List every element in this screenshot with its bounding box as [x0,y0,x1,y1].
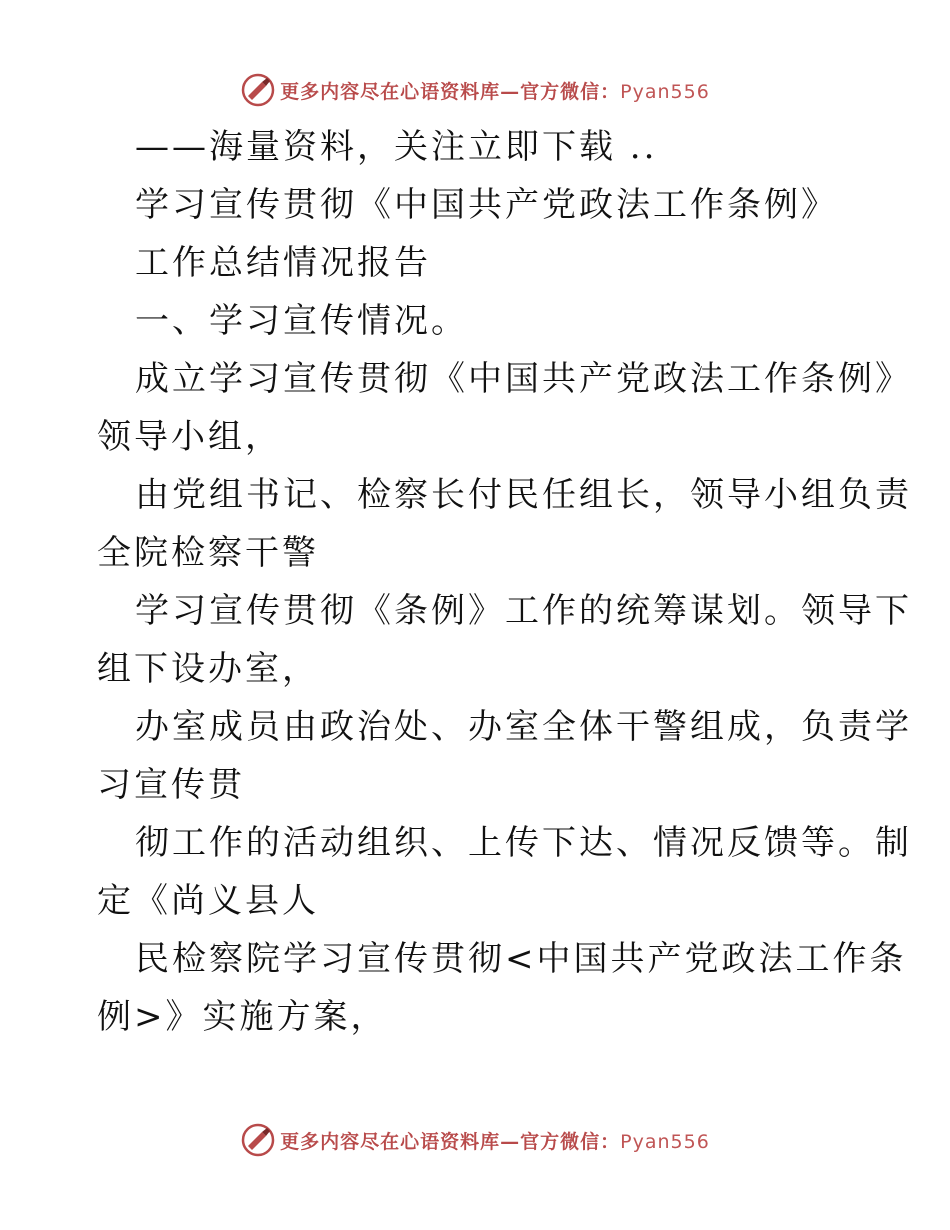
header-watermark [0,70,950,110]
footer-watermark [0,1120,950,1160]
paragraph-line: 彻工作的活动组织、上传下达、情况反馈等。制 [135,823,912,863]
paragraph-line: 全院检察干警 [97,533,319,573]
paragraph-line: 组下设办室， [97,649,319,689]
watermark-text: 更多内容尽在心语资料库—官方微信：Pyan556 [280,80,710,103]
document-title-continued: 工作总结情况报告 [135,243,431,283]
paragraph-line: 成立学习宣传贯彻《中国共产党政法工作条例》 [135,359,912,399]
paragraph-line: 领导小组， [97,417,282,457]
paragraph-line: 民检察院学习宣传贯彻<中国共产党政法工作条 [135,939,907,979]
pen-logo-icon [240,72,276,108]
pen-logo-icon [240,1122,276,1158]
section-heading: 一、学习宣传情况。 [135,301,468,341]
document-title: 学习宣传贯彻《中国共产党政法工作条例》 [135,185,838,225]
watermark-wechat-id: Pyan556 [620,80,710,103]
paragraph-line: 由党组书记、检察长付民任组长，领导小组负责 [135,475,912,515]
intro-line: ——海量资料，关注立即下载 .. [135,127,658,167]
paragraph-line: 学习宣传贯彻《条例》工作的统筹谋划。领导下 [135,591,912,631]
watermark-wechat-id: Pyan556 [620,1130,710,1153]
paragraph-line: 例>》实施方案， [97,997,388,1037]
paragraph-line: 习宣传贯 [97,765,245,805]
watermark-text: 更多内容尽在心语资料库—官方微信：Pyan556 [280,1130,710,1153]
document-body [97,118,912,1046]
paragraph-line: 办室成员由政治处、办室全体干警组成，负责学 [135,707,912,747]
paragraph-line: 定《尚义县人 [97,881,319,921]
